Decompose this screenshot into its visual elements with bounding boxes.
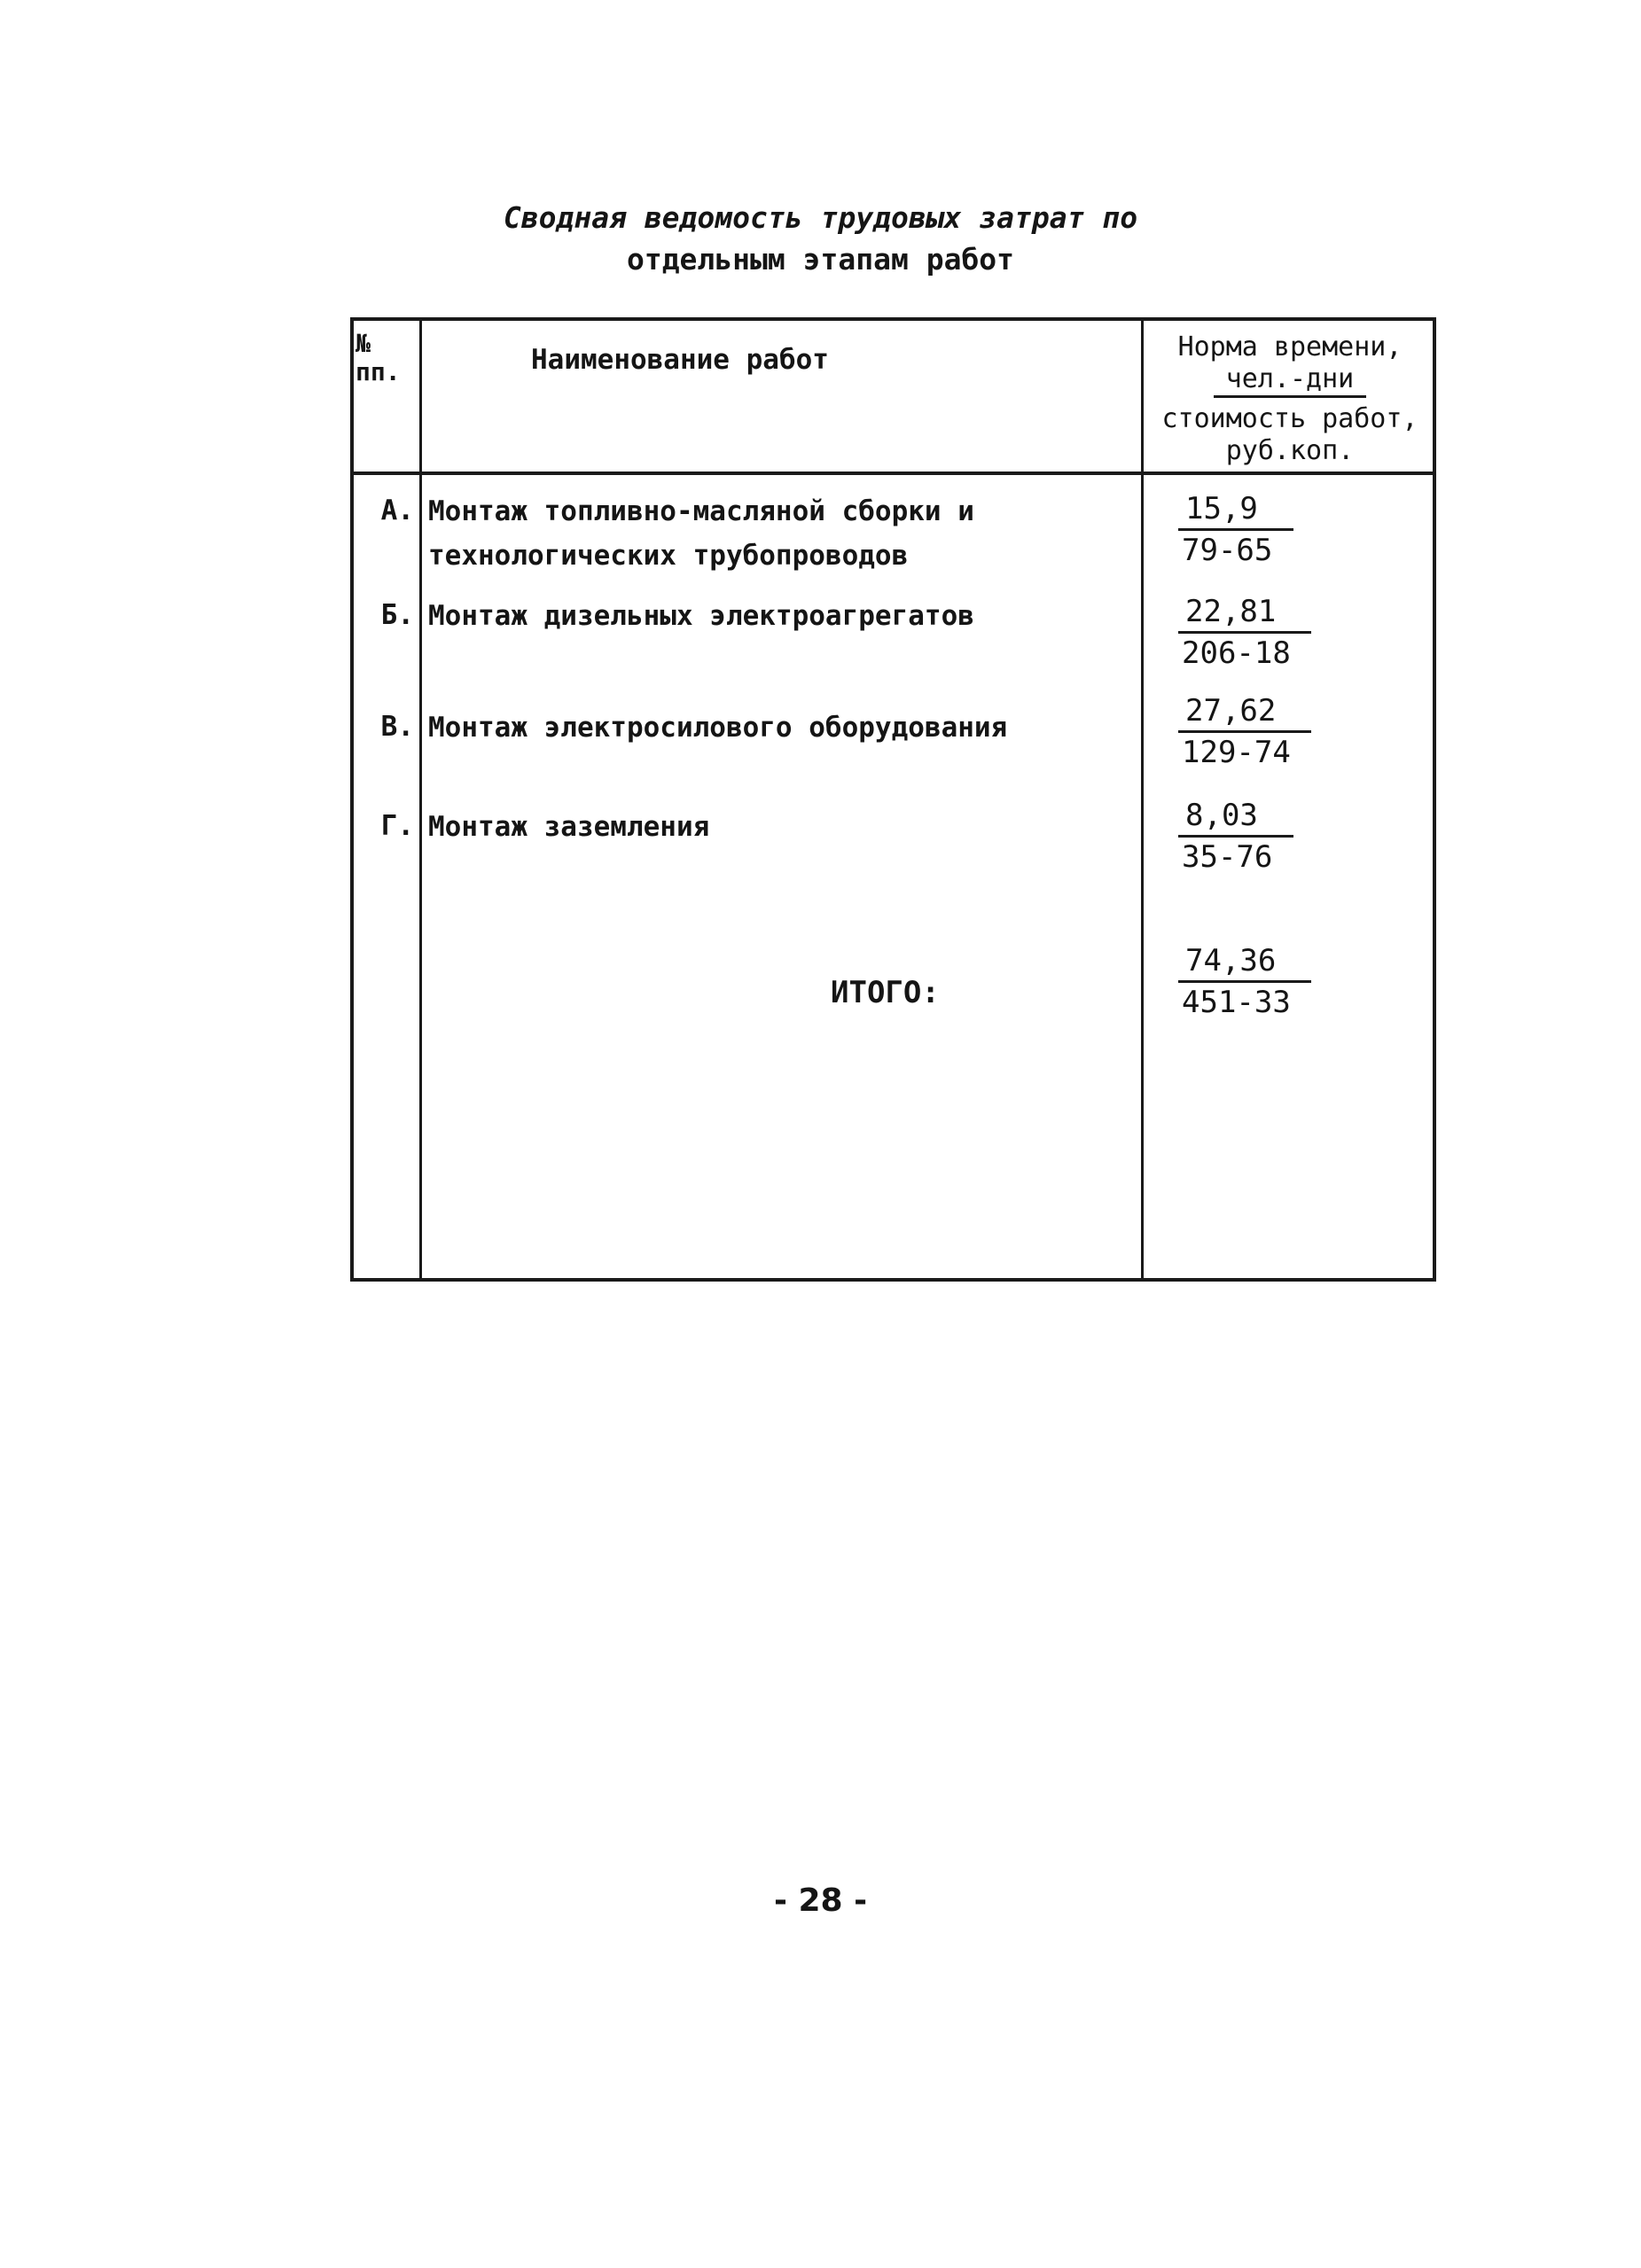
row-g-name-line1: Монтаж заземления [428, 811, 710, 843]
row-g-cost: 35-76 [1182, 839, 1273, 875]
row-b-values [1178, 592, 1311, 673]
labor-cost-table [350, 317, 1436, 1282]
row-v-name-line1: Монтаж электросилового оборудования [428, 712, 1008, 744]
row-g-name [428, 805, 709, 849]
row-a-values [1178, 489, 1293, 570]
total-cost: 451-33 [1182, 985, 1291, 1020]
row-v-norm: 27,62 [1178, 691, 1311, 733]
row-a-name-line2: технологических трубопроводов [428, 540, 909, 572]
header-cost-line1: стоимость работ, [1161, 403, 1418, 434]
total-norm: 74,36 [1178, 941, 1311, 983]
row-b-num: Б. [380, 599, 414, 631]
header-norm-cost [1148, 331, 1432, 467]
row-v-name [428, 705, 1007, 750]
header-work-name: Наименование работ [531, 344, 829, 376]
total-label: ИТОГО: [831, 975, 940, 1010]
page-number: - 28 - [773, 1882, 868, 1919]
row-a-cost: 79-65 [1182, 533, 1273, 568]
document-title-line2: отдельным этапам работ [626, 242, 1015, 277]
row-g-values [1178, 796, 1293, 877]
column-divider-norm [1141, 321, 1144, 1278]
header-norm-line2: чел.-дни [1214, 363, 1367, 398]
row-v-values [1178, 691, 1311, 772]
row-a-norm: 15,9 [1178, 489, 1293, 531]
document-title-line1: Сводная ведомость трудовых затрат по [503, 200, 1138, 235]
header-num-sign: № [356, 329, 371, 358]
row-a-name-line1: Монтаж топливно-масляной сборки и [428, 495, 974, 527]
row-a-name [428, 489, 974, 578]
row-v-cost: 129-74 [1182, 735, 1291, 770]
row-g-norm: 8,03 [1178, 796, 1293, 838]
total-values [1178, 941, 1311, 1022]
row-a-num: А. [380, 495, 414, 526]
header-cost-line2: руб.коп. [1225, 435, 1355, 466]
column-divider-num [419, 321, 422, 1278]
row-b-name [428, 594, 974, 638]
row-b-cost: 206-18 [1182, 635, 1291, 671]
header-num [356, 330, 418, 386]
header-divider [354, 472, 1433, 475]
row-b-name-line1: Монтаж дизельных электроагрегатов [428, 600, 974, 632]
row-b-norm: 22,81 [1178, 592, 1311, 634]
header-num-label: пп. [356, 357, 401, 386]
row-v-num: В. [380, 711, 414, 743]
header-norm-line1: Норма времени, [1177, 331, 1403, 362]
row-g-num: Г. [380, 810, 414, 842]
